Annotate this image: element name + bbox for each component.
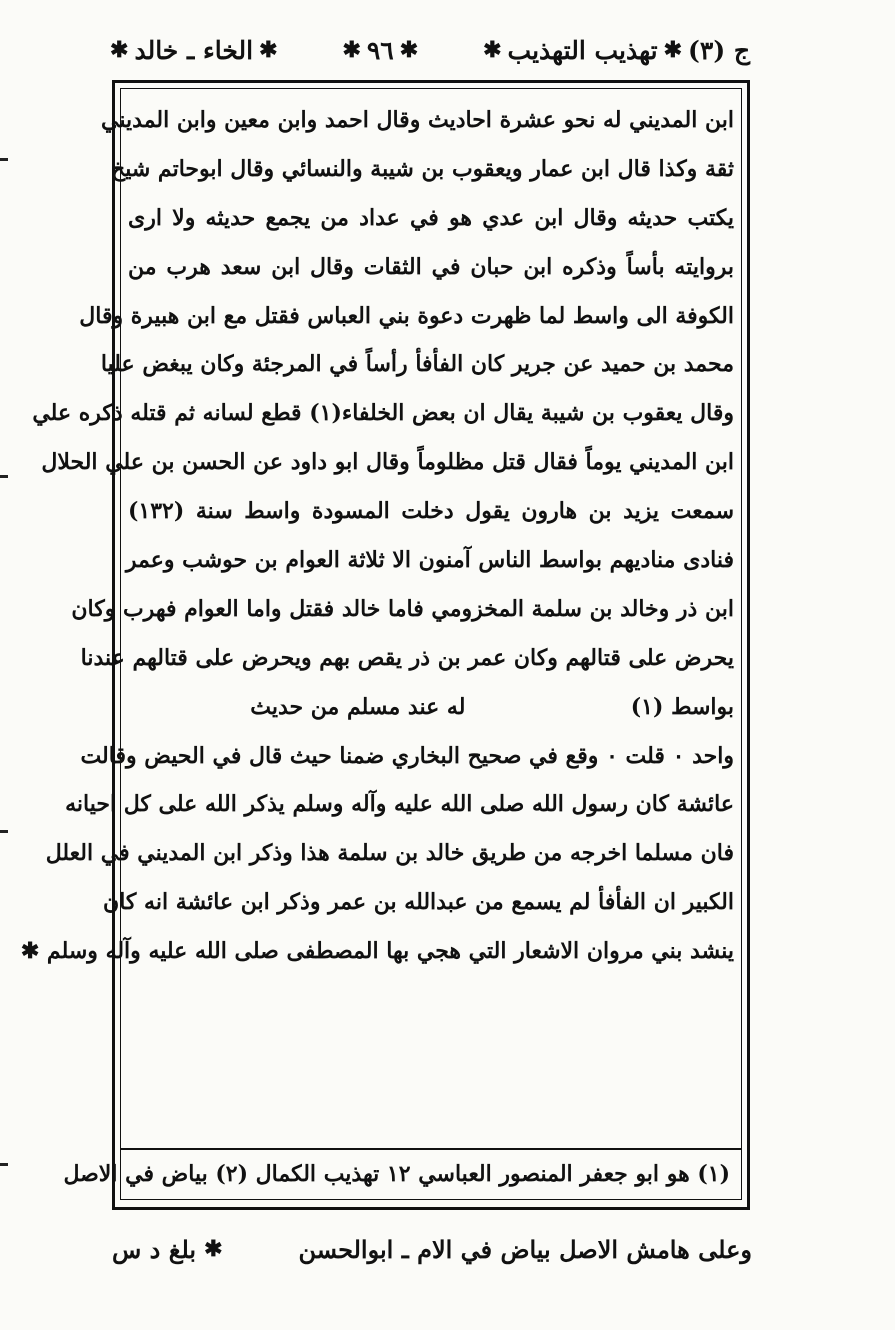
footnote-divider	[120, 1148, 742, 1150]
text-line: ثقة وكذا قال ابن عمار ويعقوب بن شيبة والنسائي وقال ابوحاتم شيخ	[111, 155, 734, 182]
text-line-with-note	[128, 683, 734, 732]
catchword-group	[112, 1235, 223, 1264]
margin-tick-mark	[0, 158, 8, 161]
ornament-icon: ✱	[399, 37, 419, 63]
text-line: فان مسلما اخرجه من طريق خالد بن سلمة هذا وذكر ابن المديني في العلل	[45, 840, 734, 867]
text-line: ابن المديني له نحو عشرة احاديث وقال احمد وابن معين وابن المديني	[101, 107, 734, 133]
ornament-icon: ✱	[259, 37, 278, 63]
header-volume-book	[483, 36, 750, 65]
text-line: بروايته بأساً وذكره ابن حبان في الثقات وقال ابن سعد هرب من	[128, 253, 734, 280]
text-line: ابن ذر وخالد بن سلمة المخزومي فاما خالد فقتل واما العوام فهرب وكان	[71, 595, 734, 622]
book-title: تهذيب التهذيب	[507, 35, 658, 65]
header-section	[110, 36, 278, 65]
ornament-icon: ✱	[110, 37, 129, 63]
text-line: ابن المديني يوماً فقال قتل مظلوماً وقال ابو داود عن الحسن بن علي الحلال	[41, 449, 734, 476]
inline-note: له عند مسلم من حديث	[250, 693, 466, 720]
margin-note: وعلى هامش الاصل بياض في الام ـ ابوالحسن	[298, 1234, 752, 1264]
volume-number: ج (٣)	[688, 35, 750, 65]
text-line: سمعت يزيد بن هارون يقول دخلت المسودة واسط سنة (١٣٢)	[128, 498, 734, 525]
text-line: الكبير ان الفأفأ لم يسمع من عبدالله بن عمر وذكر ابن عائشة انه كان	[103, 889, 734, 916]
section-title: الخاء ـ خالد	[134, 35, 254, 65]
ornament-icon: ✱	[663, 37, 683, 63]
text-line: عائشة كان رسول الله صلى الله عليه وآله وسلم يذكر الله على كل احيانه	[65, 791, 734, 818]
margin-tick-mark	[0, 475, 8, 478]
ornament-icon: ✱	[483, 37, 502, 63]
margin-tick-mark	[0, 1163, 8, 1166]
footnote: (١) هو ابو جعفر المنصور العباسي ١٢ تهذيب الكمال (٢) بياض في الاصل	[63, 1161, 730, 1187]
margin-tick-mark	[0, 830, 8, 833]
ornament-icon: ✱	[204, 1236, 223, 1262]
catchword: بلغ د س	[112, 1234, 197, 1264]
header-page	[342, 36, 418, 65]
ornament-icon: ✱	[342, 37, 361, 63]
text-line: يحرض على قتالهم وكان عمر بن ذر يقص بهم ويحرض على قتالهم عندنا	[80, 644, 734, 671]
page-number: ٩٦	[366, 35, 394, 65]
text-line: وقال يعقوب بن شيبة يقال ان بعض الخلفاء(١) قطع لسانه ثم قتله ذكره علي	[32, 400, 734, 427]
text-line: ينشد بني مروان الاشعار التي هجي بها المصطفى صلى الله عليه وآله وسلم ✱	[20, 938, 734, 965]
text-line: الكوفة الى واسط لما ظهرت دعوة بني العباس فقتل مع ابن هبيرة وقال	[79, 302, 734, 329]
marginal-notes	[112, 1224, 752, 1274]
text-line: بواسط (١)	[630, 693, 734, 720]
main-text	[20, 96, 734, 1126]
text-line: محمد بن حميد عن جرير كان الفأفأ رأساً في المرجئة وكان يبغض عليا	[100, 351, 734, 378]
text-line: يكتب حديثه وقال ابن عدي هو في عداد من يجمع حديثه ولا ارى	[128, 204, 734, 231]
page-header	[110, 22, 750, 78]
text-line: فنادى مناديهم بواسط الناس آمنون الا ثلاثة العوام بن حوشب وعمر	[125, 547, 734, 574]
text-line: واحد ٠ قلت ٠ وقع في صحيح البخاري ضمنا حيث قال في الحيض وقالت	[80, 742, 734, 769]
